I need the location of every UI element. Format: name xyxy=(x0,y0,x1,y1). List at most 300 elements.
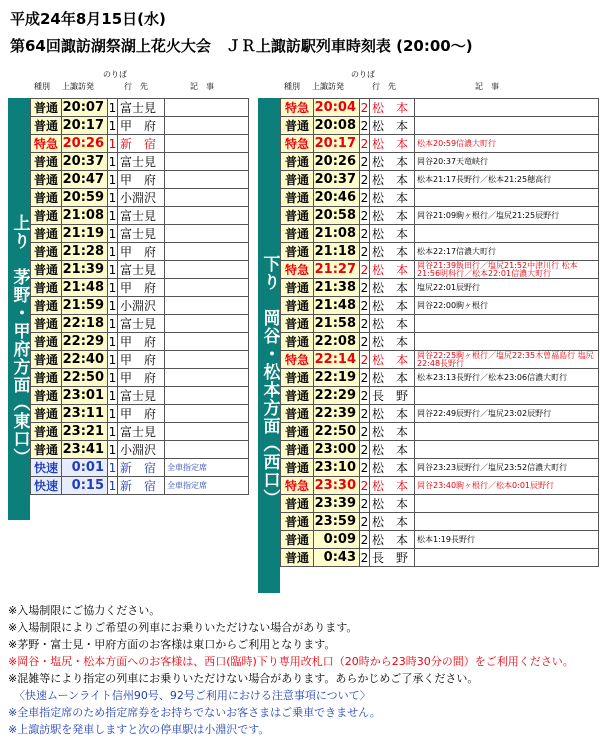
destination: 松 本 xyxy=(370,207,415,225)
platform-number: 2 xyxy=(360,154,369,169)
platform-number: 1 xyxy=(108,442,117,457)
connection-note xyxy=(165,153,249,171)
table-row xyxy=(281,297,599,315)
note-line: ※岡谷・塩尻・松本方面へのお客様は、西口(臨時)下り専用改札口（20時から23時30分の間）をご利用ください。 xyxy=(8,655,574,668)
train-type: 普通 xyxy=(281,207,314,225)
departure-time: 21:18 xyxy=(314,243,360,261)
train-type: 普通 xyxy=(31,297,62,315)
platform-number: 2 xyxy=(360,208,369,223)
connection-note xyxy=(165,423,249,441)
header-kiji: 記 事 xyxy=(190,82,214,91)
destination: 松 本 xyxy=(370,279,415,297)
table-row xyxy=(281,423,599,441)
platform-number: 2 xyxy=(360,460,369,475)
table-row xyxy=(281,243,599,261)
platform-number: 2 xyxy=(360,190,369,205)
note-line: ※混雑等により指定の列車にお乗りいただけない場合があります。あらかじめご了承ください。 xyxy=(8,672,479,685)
table-row xyxy=(31,189,249,207)
table-row xyxy=(31,153,249,171)
connection-note: 松本1:19長野行 xyxy=(415,531,599,549)
table-row xyxy=(31,333,249,351)
connection-note xyxy=(165,261,249,279)
table-row xyxy=(31,459,249,477)
down-timetable xyxy=(280,98,599,567)
connection-note xyxy=(165,225,249,243)
departure-time: 23:01 xyxy=(62,387,108,405)
table-row xyxy=(31,99,249,117)
platform-number: 1 xyxy=(108,172,117,187)
departure-time: 22:50 xyxy=(314,423,360,441)
platform-number: 2 xyxy=(360,514,369,529)
train-type: 普通 xyxy=(281,225,314,243)
table-row xyxy=(281,171,599,189)
train-type: 普通 xyxy=(281,423,314,441)
departure-time: 20:04 xyxy=(314,99,360,117)
note-line: ※上諏訪駅を発車しますと次の停車駅は小淵沢です。 xyxy=(8,723,270,736)
train-type: 普通 xyxy=(281,387,314,405)
platform-number: 1 xyxy=(108,406,117,421)
departure-time: 23:10 xyxy=(314,459,360,477)
note-line: ※茅野・富士見・甲府方面のお客様は東口からご利用となります。 xyxy=(8,638,336,651)
header-yukisaki: 行 先 xyxy=(124,82,148,91)
destination: 松 本 xyxy=(370,315,415,333)
train-type: 普通 xyxy=(31,315,62,333)
train-type: 普通 xyxy=(281,405,314,423)
platform-number: 2 xyxy=(360,172,369,187)
departure-time: 23:11 xyxy=(62,405,108,423)
table-row xyxy=(281,405,599,423)
table-row xyxy=(31,117,249,135)
departure-time: 20:59 xyxy=(62,189,108,207)
connection-note: 松本22:17信濃大町行 xyxy=(415,243,599,261)
destination: 松 本 xyxy=(370,477,415,495)
platform-number: 2 xyxy=(360,370,369,385)
platform-number: 2 xyxy=(360,280,369,295)
connection-note xyxy=(415,387,599,405)
table-row xyxy=(281,279,599,297)
connection-note xyxy=(415,117,599,135)
destination: 小淵沢 xyxy=(118,297,165,315)
destination: 富士見 xyxy=(118,207,165,225)
connection-note: 塩尻22:01辰野行 xyxy=(415,279,599,297)
train-type: 普通 xyxy=(31,117,62,135)
destination: 松 本 xyxy=(370,351,415,369)
header-kiji: 記 事 xyxy=(475,82,499,91)
destination: 新 宿 xyxy=(118,135,165,153)
departure-time: 22:29 xyxy=(314,387,360,405)
destination: 甲 府 xyxy=(118,279,165,297)
departure-time: 20:07 xyxy=(62,99,108,117)
train-type: 普通 xyxy=(31,153,62,171)
train-type: 普通 xyxy=(31,261,62,279)
platform-number: 1 xyxy=(108,190,117,205)
connection-note: 岡谷21:09駒ヶ根行／塩尻21:25辰野行 xyxy=(415,207,599,225)
departure-time: 22:39 xyxy=(314,405,360,423)
train-type: 普通 xyxy=(281,279,314,297)
platform-number: 2 xyxy=(360,550,369,565)
train-type: 普通 xyxy=(31,405,62,423)
train-type: 快速 xyxy=(31,459,62,477)
table-row xyxy=(281,261,599,279)
train-type: 普通 xyxy=(31,423,62,441)
connection-note xyxy=(165,117,249,135)
destination: 富士見 xyxy=(118,315,165,333)
connection-note: 岡谷21:39飯田行／塩尻21:52中津川行 松本21:56明科行／松本22:01信濃大町行 xyxy=(415,261,599,279)
connection-note: 岡谷20:37天竜峡行 xyxy=(415,153,599,171)
connection-note xyxy=(165,243,249,261)
departure-time: 23:21 xyxy=(62,423,108,441)
platform-number: 1 xyxy=(108,136,117,151)
up-direction-label: 上り 茅野・甲府方面（東口） xyxy=(8,98,30,520)
connection-note xyxy=(165,171,249,189)
departure-time: 21:27 xyxy=(314,261,360,279)
train-type: 普通 xyxy=(31,387,62,405)
departure-time: 21:39 xyxy=(62,261,108,279)
destination: 松 本 xyxy=(370,459,415,477)
train-type: 普通 xyxy=(31,369,62,387)
page-title-date: 平成24年8月15日(水) xyxy=(10,10,166,28)
table-row xyxy=(31,369,249,387)
table-row xyxy=(281,549,599,567)
table-row xyxy=(31,477,249,495)
train-type: 特急 xyxy=(281,261,314,279)
connection-note xyxy=(165,333,249,351)
departure-time: 20:26 xyxy=(314,153,360,171)
table-row xyxy=(31,387,249,405)
destination: 富士見 xyxy=(118,225,165,243)
table-row xyxy=(281,513,599,531)
platform-number: 2 xyxy=(360,334,369,349)
connection-note: 岡谷22:00駒ヶ根行 xyxy=(415,297,599,315)
connection-note xyxy=(415,189,599,207)
platform-number: 1 xyxy=(108,208,117,223)
connection-note xyxy=(415,333,599,351)
destination: 松 本 xyxy=(370,441,415,459)
connection-note: 松本21:17長野行／松本21:25穂高行 xyxy=(415,171,599,189)
departure-time: 21:08 xyxy=(314,225,360,243)
departure-time: 22:08 xyxy=(314,333,360,351)
connection-note xyxy=(165,369,249,387)
platform-number: 2 xyxy=(360,352,369,367)
table-row xyxy=(281,477,599,495)
departure-time: 23:30 xyxy=(314,477,360,495)
destination: 松 本 xyxy=(370,333,415,351)
platform-number: 1 xyxy=(108,298,117,313)
platform-number: 1 xyxy=(108,280,117,295)
departure-time: 0:43 xyxy=(314,549,360,567)
departure-time: 20:37 xyxy=(62,153,108,171)
connection-note xyxy=(165,189,249,207)
train-type: 普通 xyxy=(281,441,314,459)
table-row xyxy=(31,279,249,297)
connection-note xyxy=(415,225,599,243)
table-row xyxy=(281,135,599,153)
train-type: 普通 xyxy=(31,207,62,225)
train-type: 特急 xyxy=(281,135,314,153)
destination: 松 本 xyxy=(370,531,415,549)
platform-number: 1 xyxy=(108,316,117,331)
connection-note xyxy=(165,99,249,117)
departure-time: 0:01 xyxy=(62,459,108,477)
table-row xyxy=(31,261,249,279)
departure-time: 21:38 xyxy=(314,279,360,297)
platform-number: 1 xyxy=(108,154,117,169)
destination: 松 本 xyxy=(370,405,415,423)
destination: 甲 府 xyxy=(118,171,165,189)
platform-number: 1 xyxy=(108,334,117,349)
destination: 松 本 xyxy=(370,117,415,135)
table-row xyxy=(31,225,249,243)
destination: 甲 府 xyxy=(118,369,165,387)
train-type: 普通 xyxy=(31,243,62,261)
platform-number: 2 xyxy=(360,136,369,151)
connection-note xyxy=(415,423,599,441)
platform-number: 1 xyxy=(108,352,117,367)
connection-note: 岡谷23:23辰野行／塩尻23:52信濃大町行 xyxy=(415,459,599,477)
note-line: 〈快速ムーンライト信州90号、92号ご利用における注意事項について〉 xyxy=(14,689,371,702)
table-row xyxy=(281,99,599,117)
destination: 松 本 xyxy=(370,99,415,117)
destination: 小淵沢 xyxy=(118,189,165,207)
departure-time: 0:09 xyxy=(314,531,360,549)
destination: 甲 府 xyxy=(118,333,165,351)
train-type: 普通 xyxy=(31,441,62,459)
header-yukisaki: 行 先 xyxy=(372,82,396,91)
connection-note: 全車指定席 xyxy=(165,459,249,477)
departure-time: 23:39 xyxy=(314,495,360,513)
platform-number: 2 xyxy=(360,100,369,115)
platform-number: 2 xyxy=(360,406,369,421)
table-row xyxy=(31,315,249,333)
train-type: 普通 xyxy=(281,531,314,549)
connection-note xyxy=(165,315,249,333)
departure-time: 23:59 xyxy=(314,513,360,531)
train-type: 普通 xyxy=(281,549,314,567)
connection-note xyxy=(415,513,599,531)
table-row xyxy=(281,333,599,351)
departure-time: 22:40 xyxy=(62,351,108,369)
departure-time: 20:47 xyxy=(62,171,108,189)
platform-number: 2 xyxy=(360,532,369,547)
note-line: ※入場制限にご協力ください。 xyxy=(8,604,161,617)
table-row xyxy=(281,387,599,405)
destination: 長 野 xyxy=(370,387,415,405)
departure-time: 20:37 xyxy=(314,171,360,189)
table-row xyxy=(281,351,599,369)
destination: 松 本 xyxy=(370,369,415,387)
destination: 松 本 xyxy=(370,243,415,261)
departure-time: 21:48 xyxy=(314,297,360,315)
table-row xyxy=(281,117,599,135)
table-row xyxy=(31,171,249,189)
departure-time: 23:00 xyxy=(314,441,360,459)
platform-number: 2 xyxy=(360,316,369,331)
train-type: 普通 xyxy=(281,153,314,171)
departure-time: 0:15 xyxy=(62,477,108,495)
destination: 松 本 xyxy=(370,135,415,153)
header-shubetsu: 種別 xyxy=(34,82,50,91)
connection-note: 全車指定席 xyxy=(165,477,249,495)
table-row xyxy=(31,405,249,423)
connection-note xyxy=(165,387,249,405)
connection-note xyxy=(165,351,249,369)
table-row xyxy=(281,369,599,387)
header-shubetsu: 種別 xyxy=(284,82,300,91)
departure-time: 23:41 xyxy=(62,441,108,459)
destination: 長 野 xyxy=(370,549,415,567)
table-row xyxy=(31,441,249,459)
destination: 松 本 xyxy=(370,171,415,189)
departure-time: 20:08 xyxy=(314,117,360,135)
platform-number: 1 xyxy=(108,478,117,493)
train-type: 特急 xyxy=(31,135,62,153)
train-type: 普通 xyxy=(281,369,314,387)
destination: 富士見 xyxy=(118,99,165,117)
platform-number: 1 xyxy=(108,424,117,439)
departure-time: 21:19 xyxy=(62,225,108,243)
table-row xyxy=(281,189,599,207)
train-type: 快速 xyxy=(31,477,62,495)
table-row xyxy=(31,207,249,225)
table-row xyxy=(281,441,599,459)
platform-number: 2 xyxy=(360,442,369,457)
destination: 甲 府 xyxy=(118,351,165,369)
platform-number: 2 xyxy=(360,244,369,259)
connection-note xyxy=(415,315,599,333)
departure-time: 20:17 xyxy=(62,117,108,135)
header-kamisuwa: 上諏訪発 xyxy=(312,82,344,91)
table-row xyxy=(31,351,249,369)
notes-section xyxy=(8,602,598,738)
table-row xyxy=(31,297,249,315)
train-type: 普通 xyxy=(281,171,314,189)
up-timetable xyxy=(30,98,249,495)
platform-number: 2 xyxy=(360,262,369,277)
platform-number: 2 xyxy=(360,388,369,403)
departure-time: 21:48 xyxy=(62,279,108,297)
destination: 松 本 xyxy=(370,297,415,315)
destination: 松 本 xyxy=(370,261,415,279)
destination: 松 本 xyxy=(370,423,415,441)
platform-number: 2 xyxy=(360,424,369,439)
train-type: 普通 xyxy=(31,171,62,189)
table-row xyxy=(281,315,599,333)
train-type: 普通 xyxy=(31,99,62,117)
connection-note xyxy=(165,279,249,297)
train-type: 特急 xyxy=(281,351,314,369)
header-kamisuwa: 上諏訪発 xyxy=(62,82,94,91)
departure-time: 20:58 xyxy=(314,207,360,225)
connection-note: 岡谷22:49辰野行／塩尻23:02辰野行 xyxy=(415,405,599,423)
header-noriba: のりば xyxy=(351,70,375,79)
departure-time: 22:14 xyxy=(314,351,360,369)
table-row xyxy=(31,423,249,441)
connection-note: 松本23:13長野行／松本23:06信濃大町行 xyxy=(415,369,599,387)
train-type: 特急 xyxy=(281,99,314,117)
destination: 富士見 xyxy=(118,423,165,441)
train-type: 普通 xyxy=(281,117,314,135)
destination: 松 本 xyxy=(370,513,415,531)
train-type: 普通 xyxy=(31,189,62,207)
platform-number: 2 xyxy=(360,496,369,511)
table-row xyxy=(281,225,599,243)
note-line: ※入場制限によりご希望の列車にお乗りいただけない場合があります。 xyxy=(8,621,358,634)
destination: 新 宿 xyxy=(118,459,165,477)
platform-number: 2 xyxy=(360,478,369,493)
platform-number: 1 xyxy=(108,244,117,259)
connection-note: 岡谷23:40駒ヶ根行／松本0:01辰野行 xyxy=(415,477,599,495)
departure-time: 21:08 xyxy=(62,207,108,225)
destination: 富士見 xyxy=(118,387,165,405)
departure-time: 21:59 xyxy=(62,297,108,315)
up-column-headers xyxy=(0,68,260,96)
table-row xyxy=(281,153,599,171)
train-type: 普通 xyxy=(281,297,314,315)
table-row xyxy=(281,531,599,549)
table-row xyxy=(281,207,599,225)
departure-time: 22:19 xyxy=(314,369,360,387)
platform-number: 1 xyxy=(108,262,117,277)
note-line: ※全車指定席のため指定席券をお持ちでないお客さまはご乗車できません。 xyxy=(8,706,381,719)
train-type: 普通 xyxy=(281,513,314,531)
connection-note: 岡谷22:25駒ヶ根行／塩尻22:35木曽福島行 塩尻22:48長野行 xyxy=(415,351,599,369)
platform-number: 1 xyxy=(108,226,117,241)
destination: 富士見 xyxy=(118,261,165,279)
train-type: 普通 xyxy=(281,333,314,351)
platform-number: 2 xyxy=(360,226,369,241)
departure-time: 22:29 xyxy=(62,333,108,351)
connection-note xyxy=(415,549,599,567)
destination: 松 本 xyxy=(370,153,415,171)
platform-number: 1 xyxy=(108,460,117,475)
platform-number: 2 xyxy=(360,118,369,133)
train-type: 普通 xyxy=(281,459,314,477)
destination: 松 本 xyxy=(370,189,415,207)
departure-time: 21:28 xyxy=(62,243,108,261)
connection-note xyxy=(165,297,249,315)
departure-time: 21:58 xyxy=(314,315,360,333)
platform-number: 1 xyxy=(108,118,117,133)
connection-note xyxy=(165,135,249,153)
connection-note: 松本20:59信濃大町行 xyxy=(415,135,599,153)
connection-note xyxy=(165,207,249,225)
connection-note xyxy=(415,495,599,513)
train-type: 普通 xyxy=(281,189,314,207)
connection-note xyxy=(415,441,599,459)
train-type: 普通 xyxy=(31,225,62,243)
destination: 富士見 xyxy=(118,153,165,171)
table-row xyxy=(281,459,599,477)
train-type: 普通 xyxy=(281,315,314,333)
destination: 松 本 xyxy=(370,225,415,243)
table-row xyxy=(281,495,599,513)
train-type: 普通 xyxy=(31,279,62,297)
train-type: 普通 xyxy=(31,351,62,369)
down-column-headers xyxy=(260,68,600,96)
down-direction-label: 下り 岡谷・松本方面（西口） xyxy=(258,98,280,593)
destination: 甲 府 xyxy=(118,405,165,423)
platform-number: 1 xyxy=(108,388,117,403)
destination: 松 本 xyxy=(370,495,415,513)
train-type: 普通 xyxy=(281,495,314,513)
train-type: 特急 xyxy=(281,477,314,495)
departure-time: 20:26 xyxy=(62,135,108,153)
departure-time: 22:18 xyxy=(62,315,108,333)
destination: 小淵沢 xyxy=(118,441,165,459)
destination: 甲 府 xyxy=(118,117,165,135)
platform-number: 1 xyxy=(108,370,117,385)
connection-note xyxy=(415,99,599,117)
